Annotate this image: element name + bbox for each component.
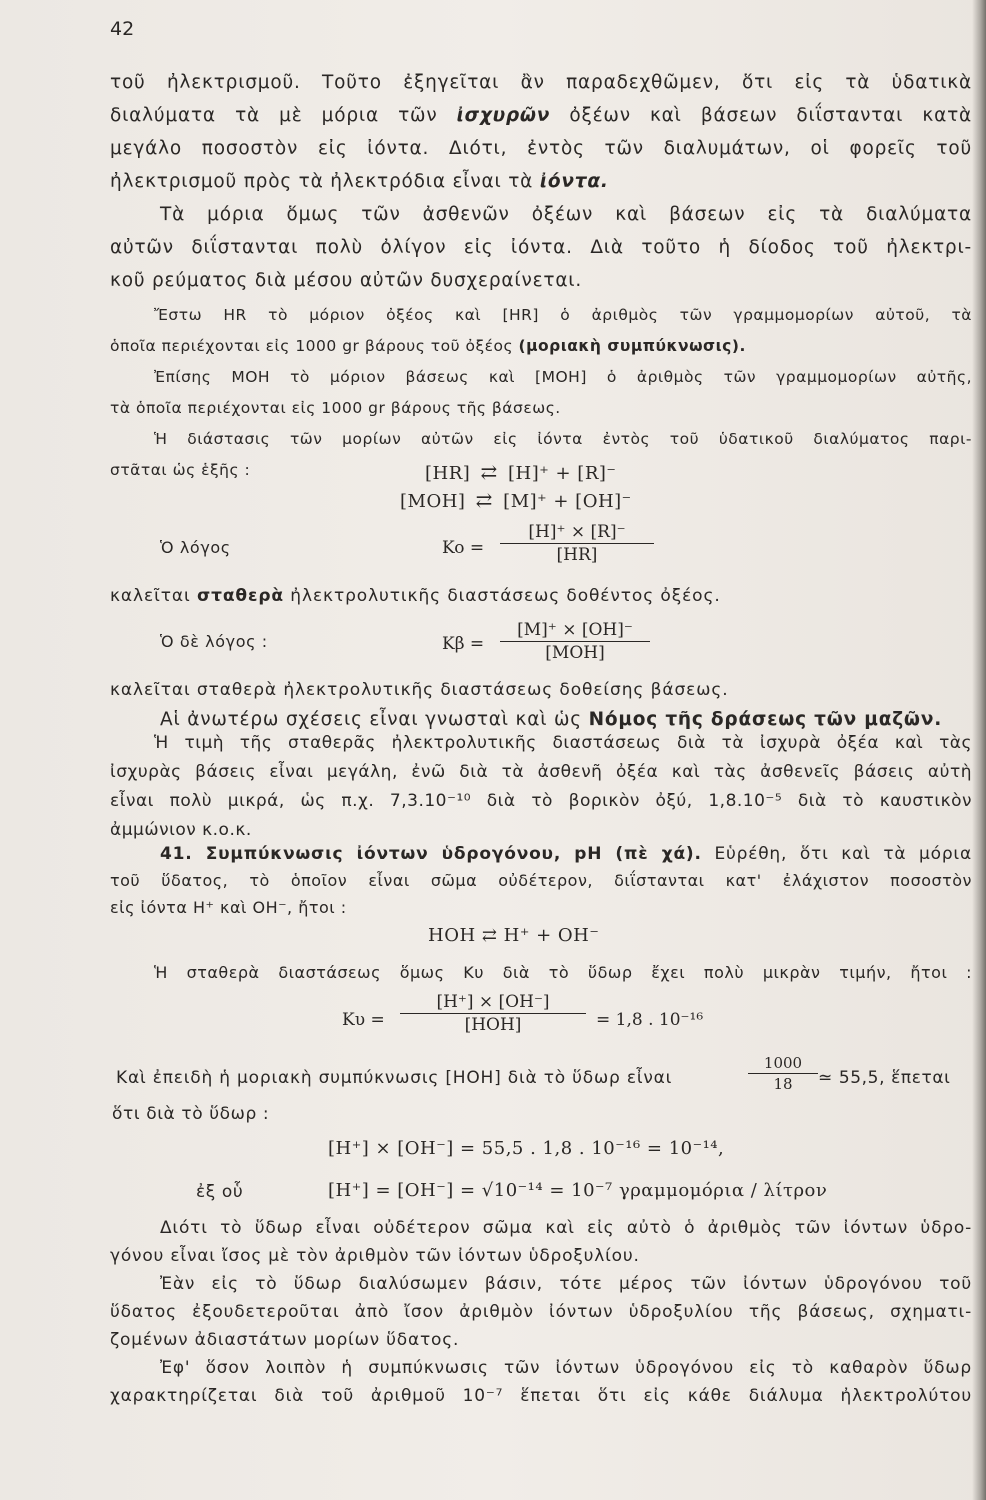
- kb-label: Ὁ δὲ λόγος :: [160, 632, 268, 651]
- emphasis-molar: (μοριακὴ συμπύκνωσις).: [518, 337, 746, 355]
- text-span: Εὑρέθη, ὅτι καὶ τὰ μόρια: [714, 844, 972, 864]
- kw-fraction: [400, 992, 586, 1035]
- kw-value: = 1,8 . 10⁻¹⁶: [596, 1010, 704, 1030]
- eq-left: [MOH]: [400, 491, 466, 512]
- conc-value: ≃ 55,5, ἕπεται: [818, 1068, 951, 1088]
- conc-numerator: 1000: [763, 1054, 803, 1072]
- eq-left: [HR]: [425, 463, 471, 484]
- ka-fraction: [500, 522, 654, 565]
- text-line: Διότι τὸ ὕδωρ εἶναι οὐδέτερον σῶμα καὶ εἰς αὐτὸ ὁ ἀριθμὸς τῶν ἰόντων ὑδρο-: [160, 1218, 972, 1238]
- text-line: διαλύματα τὰ μὲ μόρια τῶν ἰσχυρῶν ὀξέων καὶ βάσεων διΐστανται κατὰ: [110, 105, 972, 126]
- section-heading: 41. Συμπύκνωσις ἰόντων ὑδρογόνου, pH (πὲ χά).: [160, 844, 702, 864]
- text-line: τοῦ ἠλεκτρισμοῦ. Τοῦτο ἐξηγεῖται ἂν παραδεχθῶμεν, ὅτι εἰς τὰ ὑδατικὰ: [110, 72, 972, 93]
- eq-right: [M]⁺ + [OH]⁻: [503, 491, 632, 512]
- text-line: ἀμμώνιον κ.ο.κ.: [110, 820, 252, 840]
- conc-denominator: 18: [773, 1075, 793, 1093]
- page-number: 42: [110, 18, 135, 40]
- kb-denominator: [MOH]: [545, 643, 605, 663]
- text-line: χαρακτηρίζεται διὰ τοῦ ἀριθμοῦ 10⁻⁷ ἕπεται ὅτι εἰς κάθε διάλυμα ἠλεκτρολύτου: [110, 1386, 972, 1406]
- text-line: Καὶ ἐπειδὴ ἡ μοριακὴ συμπύκνωσις [HOH] διὰ τὸ ὕδωρ εἶναι: [116, 1068, 673, 1088]
- ka-prefix: Ko =: [442, 538, 485, 558]
- text-line: ἰσχυρὰς βάσεις εἶναι μεγάλη, ἐνῶ διὰ τὰ ἀσθενῆ ὀξέα καὶ τὰς ἀσθενεῖς βάσεις αὐτὴ: [110, 762, 972, 782]
- kw-prefix: Kυ =: [342, 1010, 385, 1030]
- page-edge-shadow: [972, 0, 986, 1500]
- text-line: τοῦ ὕδατος, τὸ ὁποῖον εἶναι σῶμα οὐδέτερον, διΐστανται κατ' ἐλάχιστον ποσοστὸν: [110, 871, 972, 890]
- kw-denominator: [HOH]: [464, 1015, 522, 1035]
- kb-fraction: [500, 620, 650, 663]
- text-line: ὁποῖα περιέχονται εἰς 1000 gr βάρους τοῦ ὀξέος (μοριακὴ συμπύκνωσις).: [110, 337, 746, 355]
- text-line: Ἡ τιμὴ τῆς σταθερᾶς ἠλεκτρολυτικῆς διαστάσεως διὰ τὰ ἰσχυρὰ ὀξέα καὶ τὰς: [154, 733, 972, 753]
- kw-numerator: [H⁺] × [OH⁻]: [436, 992, 550, 1012]
- text-line: τὰ ὁποῖα περιέχονται εἰς 1000 gr βάρους τῆς βάσεως.: [110, 399, 561, 417]
- eq-right: [H]⁺ + [R]⁻: [508, 463, 617, 484]
- text-span: Αἱ ἀνωτέρω σχέσεις εἶναι γνωσταὶ καὶ ὡς: [160, 709, 582, 730]
- water-equilibrium: HOH ⇄ H⁺ + OH⁻: [428, 925, 600, 946]
- text-line: γόνου εἶναι ἴσος μὲ τὸν ἀριθμὸν τῶν ἰόντων ὑδροξυλίου.: [110, 1246, 640, 1266]
- text-line: καλεῖται σταθερὰ ἠλεκτρολυτικῆς διαστάσεως δοθείσης βάσεως.: [110, 680, 729, 700]
- equilibrium-arrow: ⇄: [480, 460, 498, 484]
- ka-denominator: [HR]: [556, 545, 598, 565]
- ex-ou-label: ἐξ οὗ: [196, 1182, 244, 1202]
- text-line: αὐτῶν διΐστανται πολὺ ὀλίγον εἰς ἰόντα. Διὰ τοῦτο ἡ δίοδος τοῦ ἠλεκτρι-: [110, 237, 972, 258]
- text-line: Ἔστω HR τὸ μόριον ὀξέος καὶ [HR] ὁ ἀριθμὸς τῶν γραμμομορίων αὐτοῦ, τὰ: [154, 306, 972, 324]
- text-line: ὅτι διὰ τὸ ὕδωρ :: [112, 1104, 270, 1124]
- conc-fraction: [748, 1054, 818, 1093]
- text-line: στᾶται ὡς ἑξῆς :: [110, 461, 251, 479]
- text-line: κοῦ ρεύματος διὰ μέσου αὐτῶν δυσχεραίνεται.: [110, 270, 583, 291]
- text-line: μεγάλο ποσοστὸν εἰς ἰόντα. Διότι, ἐντὸς τῶν διαλυμάτων, οἱ φορεῖς τοῦ: [110, 138, 972, 159]
- equation-acid: [425, 460, 616, 484]
- text-line: Τὰ μόρια ὅμως τῶν ἀσθενῶν ὀξέων καὶ βάσεων εἰς τὰ διαλύματα: [160, 204, 972, 225]
- emphasis-ions: ἰόντα.: [539, 171, 609, 192]
- text-line: Ἡ σταθερὰ διαστάσεως ὅμως Kυ διὰ τὸ ὕδωρ ἔχει πολὺ μικρὰν τιμήν, ἤτοι :: [154, 963, 972, 982]
- equation-base: [400, 488, 632, 512]
- text-line: εἶναι πολὺ μικρά, ὡς π.χ. 7,3.10⁻¹⁰ διὰ τὸ βορικὸν ὀξύ, 1,8.10⁻⁵ διὰ τὸ καυστικὸν: [110, 791, 972, 811]
- kb-numerator: [M]⁺ × [OH]⁻: [517, 620, 633, 640]
- ion-product: [H⁺] × [OH⁻] = 55,5 . 1,8 . 10⁻¹⁶ = 10⁻¹⁴,: [328, 1138, 725, 1159]
- text-line: Ἐφ' ὅσον λοιπὸν ἡ συμπύκνωσις τῶν ἰόντων ὑδρογόνου εἰς τὸ καθαρὸν ὕδωρ: [160, 1358, 972, 1378]
- kb-prefix: Kβ =: [442, 634, 485, 654]
- emphasis-constant: σταθερὰ: [196, 586, 284, 606]
- ka-numerator: [H]⁺ × [R]⁻: [528, 522, 626, 542]
- emphasis-strong: ἰσχυρῶν: [456, 105, 551, 126]
- text-line: ἠλεκτρισμοῦ πρὸς τὰ ἠλεκτρόδια εἶναι τὰ ἰόντα.: [110, 171, 609, 192]
- text-line: εἰς ἰόντα H⁺ καὶ OH⁻, ἤτοι :: [110, 898, 347, 917]
- text-line: Ἐπίσης MOH τὸ μόριον βάσεως καὶ [MOH] ὁ ἀριθμὸς τῶν γραμμομορίων αὐτῆς,: [154, 368, 972, 386]
- ka-label: Ὁ λόγος: [160, 538, 231, 557]
- text-line: ὕδατος ἐξουδετεροῦται ἀπὸ ἴσον ἀριθμὸν ἰόντων ὑδροξυλίου τῆς βάσεως, σχηματι-: [110, 1302, 972, 1322]
- equilibrium-arrow: ⇄: [475, 488, 493, 512]
- text-line: ζομένων ἀδιαστάτων μορίων ὕδατος.: [110, 1330, 460, 1350]
- text-line: Ἐὰν εἰς τὸ ὕδωρ διαλύσωμεν βάσιν, τότε μέρος τῶν ἰόντων ὑδρογόνου τοῦ: [160, 1274, 972, 1294]
- sqrt-equation: [H⁺] = [OH⁻] = √10⁻¹⁴ = 10⁻⁷ γραμμομόρια / λίτρον: [328, 1180, 828, 1201]
- law-of-mass-action: Νόμος τῆς δράσεως τῶν μαζῶν.: [588, 709, 943, 730]
- text-line: Ἡ διάστασις τῶν μορίων αὐτῶν εἰς ἰόντα ἐντὸς τοῦ ὑδατικοῦ διαλύματος παρι-: [154, 430, 972, 448]
- text-line: καλεῖται σταθερὰ ἠλεκτρολυτικῆς διαστάσεως δοθέντος ὀξέος.: [110, 586, 721, 606]
